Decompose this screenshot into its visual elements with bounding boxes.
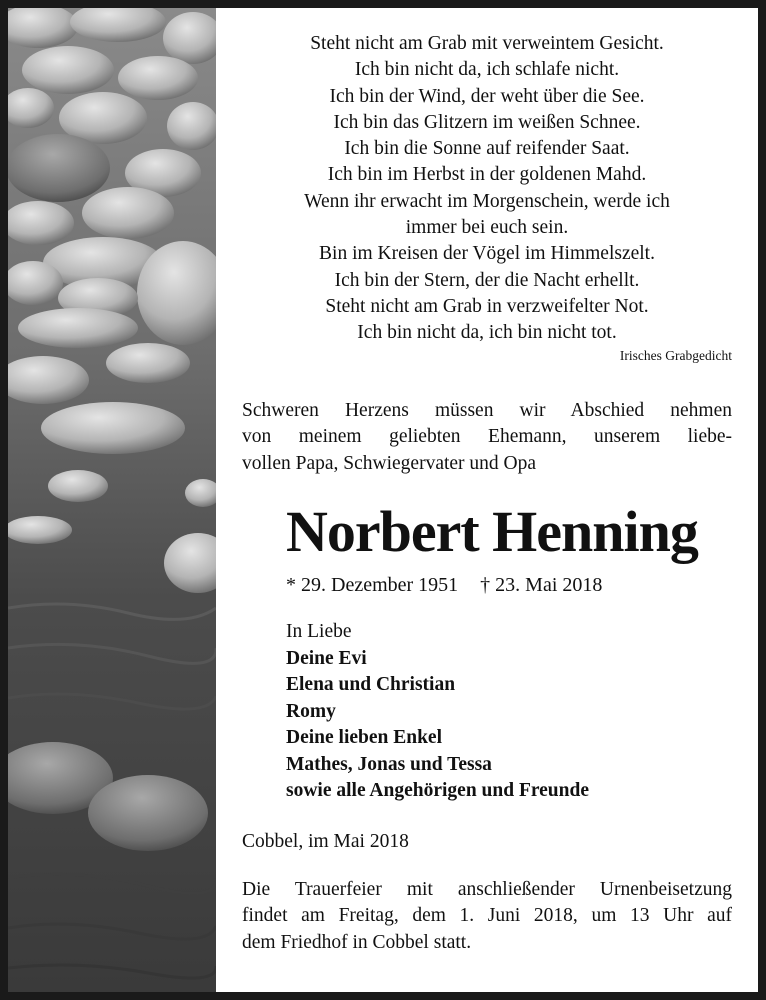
poem-line: immer bei euch sein. bbox=[405, 217, 569, 239]
poem-line: Ich bin die Sonne auf reifender Saat. bbox=[344, 138, 630, 160]
poem-line: Ich bin nicht da, ich schlafe nicht. bbox=[354, 59, 620, 81]
funeral-service-info bbox=[242, 877, 732, 957]
intro-text bbox=[242, 398, 732, 478]
death-date: † 23. Mai 2018 bbox=[480, 574, 603, 597]
river-stones-photo bbox=[8, 8, 216, 992]
signoff-lead: In Liebe bbox=[286, 621, 352, 643]
service-line: dem Friedhof in Cobbel statt. bbox=[242, 931, 472, 953]
poem-line: Steht nicht am Grab in verzweifelter Not. bbox=[325, 295, 649, 317]
poem-line: Ich bin der Stern, der die Nacht erhellt. bbox=[334, 269, 640, 291]
intro-line: vollen Papa, Schwiegervater und Opa bbox=[242, 452, 537, 474]
birth-date: * 29. Dezember 1951 bbox=[286, 574, 459, 597]
mourner-name: sowie alle Angehörigen und Freunde bbox=[286, 780, 590, 802]
mourner-name: Deine Evi bbox=[286, 647, 367, 669]
poem-line: Ich bin im Herbst in der goldenen Mahd. bbox=[327, 164, 647, 186]
mourner-name: Elena und Christian bbox=[286, 674, 456, 696]
place-date: Cobbel, im Mai 2018 bbox=[242, 830, 409, 852]
poem-line: Ich bin das Glitzern im weißen Schnee. bbox=[333, 111, 641, 133]
mourner-name: Deine lieben Enkel bbox=[286, 727, 443, 749]
poem-line: Wenn ihr erwacht im Morgenschein, werde ich bbox=[304, 190, 670, 212]
poem-line: Bin im Kreisen der Vögel im Himmelszelt. bbox=[319, 243, 655, 265]
poem-line: Ich bin nicht da, ich bin nicht tot. bbox=[357, 322, 617, 344]
mourner-name: Romy bbox=[286, 700, 336, 722]
mourners bbox=[286, 619, 732, 805]
service-line: Die Trauerfeier mit anschließender Urnenbeisetzung bbox=[242, 878, 732, 900]
mourner-name: Mathes, Jonas und Tessa bbox=[286, 753, 492, 775]
obituary-notice bbox=[8, 8, 758, 992]
poem-line: Steht nicht am Grab mit verweintem Gesicht. bbox=[310, 33, 664, 54]
life-dates bbox=[286, 574, 732, 597]
intro-line: von meinem geliebten Ehemann, unserem liebe- bbox=[242, 426, 732, 448]
poem-line: Ich bin der Wind, der weht über die See. bbox=[329, 85, 645, 107]
intro-line: Schweren Herzens müssen wir Abschied nehmen bbox=[242, 399, 732, 421]
service-line: findet am Freitag, dem 1. Juni 2018, um 13 Uhr auf bbox=[242, 905, 732, 927]
text-column bbox=[242, 8, 732, 956]
deceased-name: Norbert Henning bbox=[286, 499, 698, 565]
poem bbox=[242, 8, 732, 347]
poem-source: Irisches Grabgedicht bbox=[619, 347, 732, 363]
